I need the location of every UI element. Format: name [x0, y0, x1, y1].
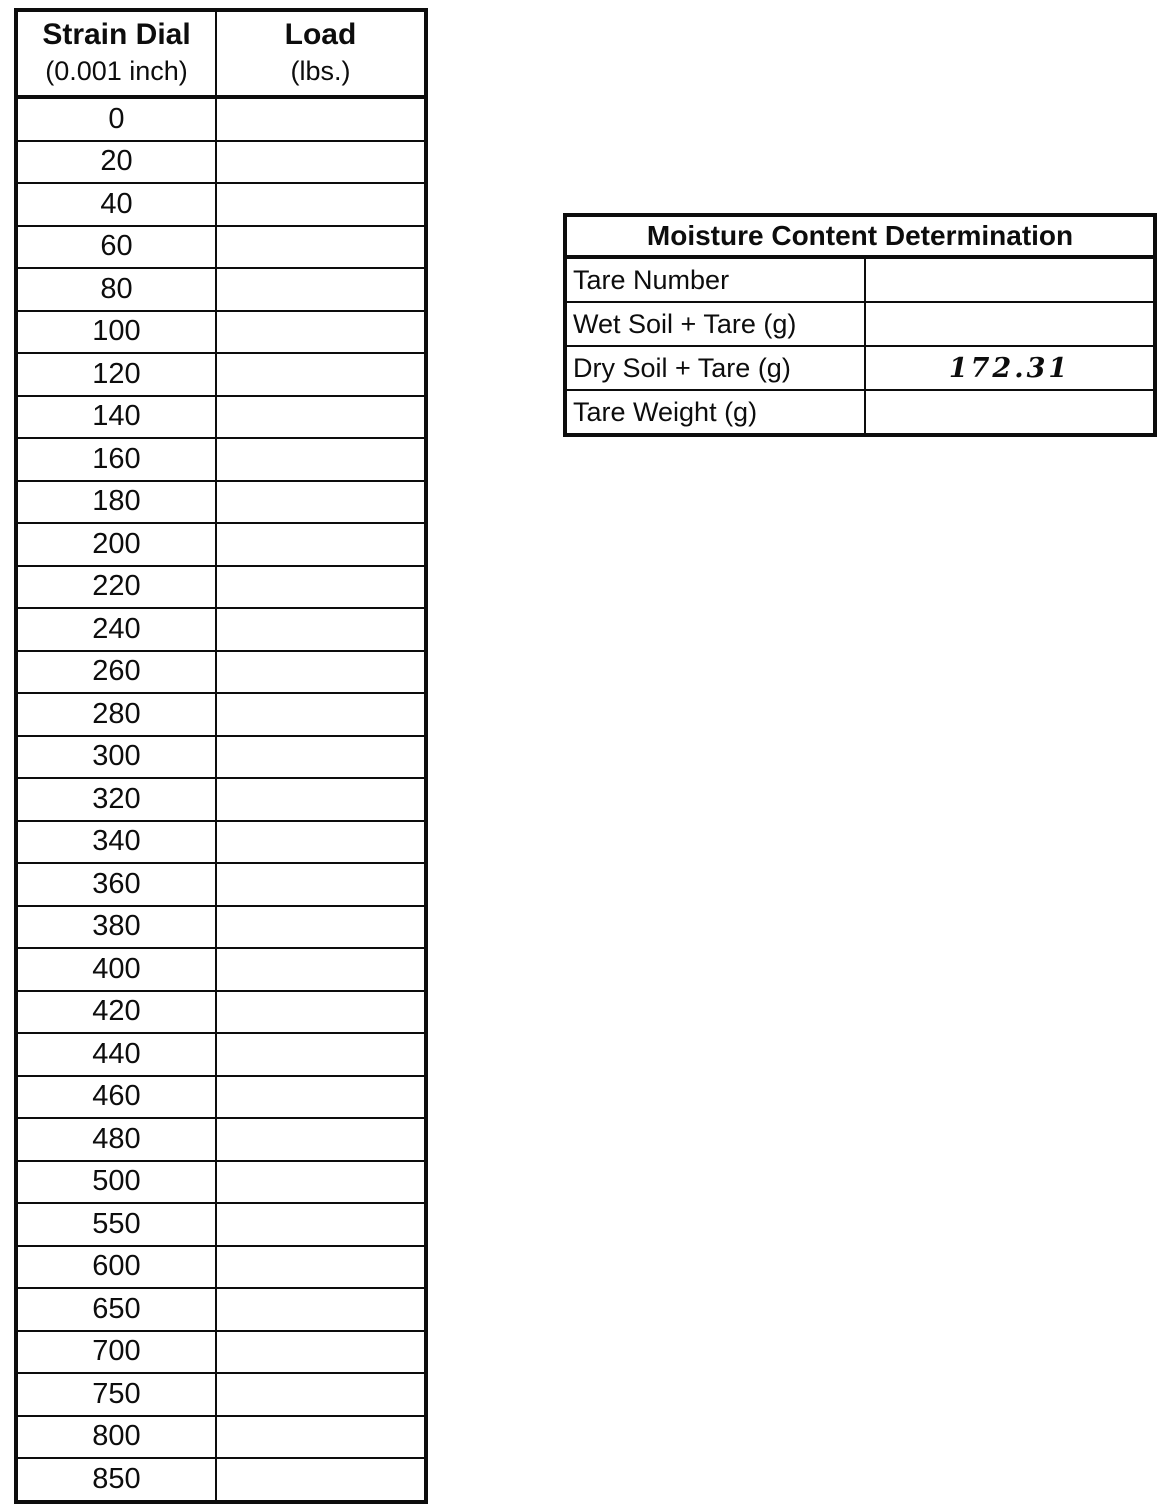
strain-dial-value: 300 [16, 736, 216, 779]
strain-table-row [16, 523, 426, 566]
strain-dial-value: 440 [16, 1033, 216, 1076]
strain-dial-value: 140 [16, 396, 216, 439]
strain-dial-value: 600 [16, 1246, 216, 1289]
strain-dial-value: 120 [16, 353, 216, 396]
load-value [216, 1288, 426, 1331]
strain-table-row [16, 141, 426, 184]
moisture-table-header-row [565, 215, 1155, 257]
strain-table-row [16, 481, 426, 524]
strain-table-row [16, 906, 426, 949]
strain-dial-value: 80 [16, 268, 216, 311]
strain-table-row [16, 991, 426, 1034]
strain-dial-value: 0 [16, 97, 216, 141]
load-value [216, 311, 426, 354]
moisture-row-label: Dry Soil + Tare (g) [565, 346, 865, 390]
moisture-row-value [865, 257, 1155, 302]
load-value [216, 1246, 426, 1289]
strain-table-row [16, 948, 426, 991]
load-column-header [216, 10, 426, 97]
strain-dial-value: 340 [16, 821, 216, 864]
strain-table-row [16, 863, 426, 906]
strain-table-body [16, 97, 426, 1502]
strain-dial-value: 800 [16, 1416, 216, 1459]
strain-dial-value: 500 [16, 1161, 216, 1204]
strain-dial-value: 100 [16, 311, 216, 354]
strain-dial-value: 220 [16, 566, 216, 609]
load-value [216, 1373, 426, 1416]
strain-table-row [16, 1203, 426, 1246]
moisture-row-value [865, 390, 1155, 435]
strain-dial-value: 700 [16, 1331, 216, 1374]
strain-table-row [16, 268, 426, 311]
load-value [216, 97, 426, 141]
load-value [216, 396, 426, 439]
strain-dial-value: 200 [16, 523, 216, 566]
strain-table-row [16, 1288, 426, 1331]
load-value [216, 863, 426, 906]
load-header-units: (lbs.) [290, 56, 351, 86]
strain-table-row [16, 778, 426, 821]
strain-dial-value: 280 [16, 693, 216, 736]
load-value [216, 1203, 426, 1246]
load-value [216, 651, 426, 694]
strain-dial-value: 40 [16, 183, 216, 226]
load-value [216, 183, 426, 226]
strain-table-row [16, 1416, 426, 1459]
strain-dial-value: 20 [16, 141, 216, 184]
load-value [216, 1458, 426, 1502]
load-value [216, 821, 426, 864]
load-value [216, 991, 426, 1034]
moisture-row-value [865, 302, 1155, 346]
strain-table-row [16, 1161, 426, 1204]
moisture-row-value: 172.31 [865, 346, 1155, 390]
strain-dial-value: 380 [16, 906, 216, 949]
strain-dial-column-header [16, 10, 216, 97]
strain-dial-value: 480 [16, 1118, 216, 1161]
load-value [216, 523, 426, 566]
strain-dial-value: 160 [16, 438, 216, 481]
strain-load-table [14, 8, 428, 1504]
moisture-table-row [565, 257, 1155, 302]
moisture-table-row [565, 390, 1155, 435]
strain-table-row [16, 608, 426, 651]
strain-dial-value: 400 [16, 948, 216, 991]
strain-table-row [16, 736, 426, 779]
strain-dial-value: 260 [16, 651, 216, 694]
strain-dial-value: 850 [16, 1458, 216, 1502]
strain-table-row [16, 651, 426, 694]
strain-table-row [16, 311, 426, 354]
strain-table-row [16, 1373, 426, 1416]
load-value [216, 1416, 426, 1459]
strain-table-row [16, 97, 426, 141]
moisture-row-label: Tare Weight (g) [565, 390, 865, 435]
strain-table-row [16, 1331, 426, 1374]
strain-table-row [16, 693, 426, 736]
strain-table-row [16, 1458, 426, 1502]
load-value [216, 1331, 426, 1374]
strain-dial-value: 180 [16, 481, 216, 524]
load-value [216, 608, 426, 651]
load-value [216, 566, 426, 609]
load-value [216, 1076, 426, 1119]
strain-table-row [16, 1033, 426, 1076]
load-value [216, 353, 426, 396]
strain-dial-header-title: Strain Dial [42, 18, 191, 51]
strain-table-row [16, 226, 426, 269]
strain-dial-header-units: (0.001 inch) [45, 56, 188, 86]
load-value [216, 948, 426, 991]
load-value [216, 736, 426, 779]
moisture-content-table [563, 213, 1157, 437]
strain-dial-value: 460 [16, 1076, 216, 1119]
strain-dial-value: 650 [16, 1288, 216, 1331]
strain-table-row [16, 566, 426, 609]
strain-table-row [16, 438, 426, 481]
load-value [216, 1161, 426, 1204]
strain-table-row [16, 1076, 426, 1119]
strain-dial-value: 420 [16, 991, 216, 1034]
moisture-row-label: Wet Soil + Tare (g) [565, 302, 865, 346]
load-value [216, 1033, 426, 1076]
load-value [216, 906, 426, 949]
strain-dial-value: 550 [16, 1203, 216, 1246]
load-value [216, 778, 426, 821]
load-header-title: Load [284, 18, 357, 51]
strain-table-row [16, 353, 426, 396]
strain-dial-value: 60 [16, 226, 216, 269]
strain-table-row [16, 396, 426, 439]
moisture-table-row [565, 346, 1155, 390]
moisture-table-row [565, 302, 1155, 346]
load-value [216, 438, 426, 481]
load-value [216, 481, 426, 524]
strain-table-row [16, 183, 426, 226]
strain-dial-value: 750 [16, 1373, 216, 1416]
strain-dial-value: 360 [16, 863, 216, 906]
load-value [216, 1118, 426, 1161]
strain-dial-value: 320 [16, 778, 216, 821]
load-value [216, 268, 426, 311]
load-value [216, 226, 426, 269]
moisture-table-title: Moisture Content Determination [565, 215, 1155, 257]
strain-dial-value: 240 [16, 608, 216, 651]
load-value [216, 141, 426, 184]
moisture-row-label: Tare Number [565, 257, 865, 302]
moisture-table-body [565, 257, 1155, 435]
strain-table-row [16, 1246, 426, 1289]
strain-table-row [16, 1118, 426, 1161]
strain-table-header-row [16, 10, 426, 97]
load-value [216, 693, 426, 736]
strain-table-row [16, 821, 426, 864]
